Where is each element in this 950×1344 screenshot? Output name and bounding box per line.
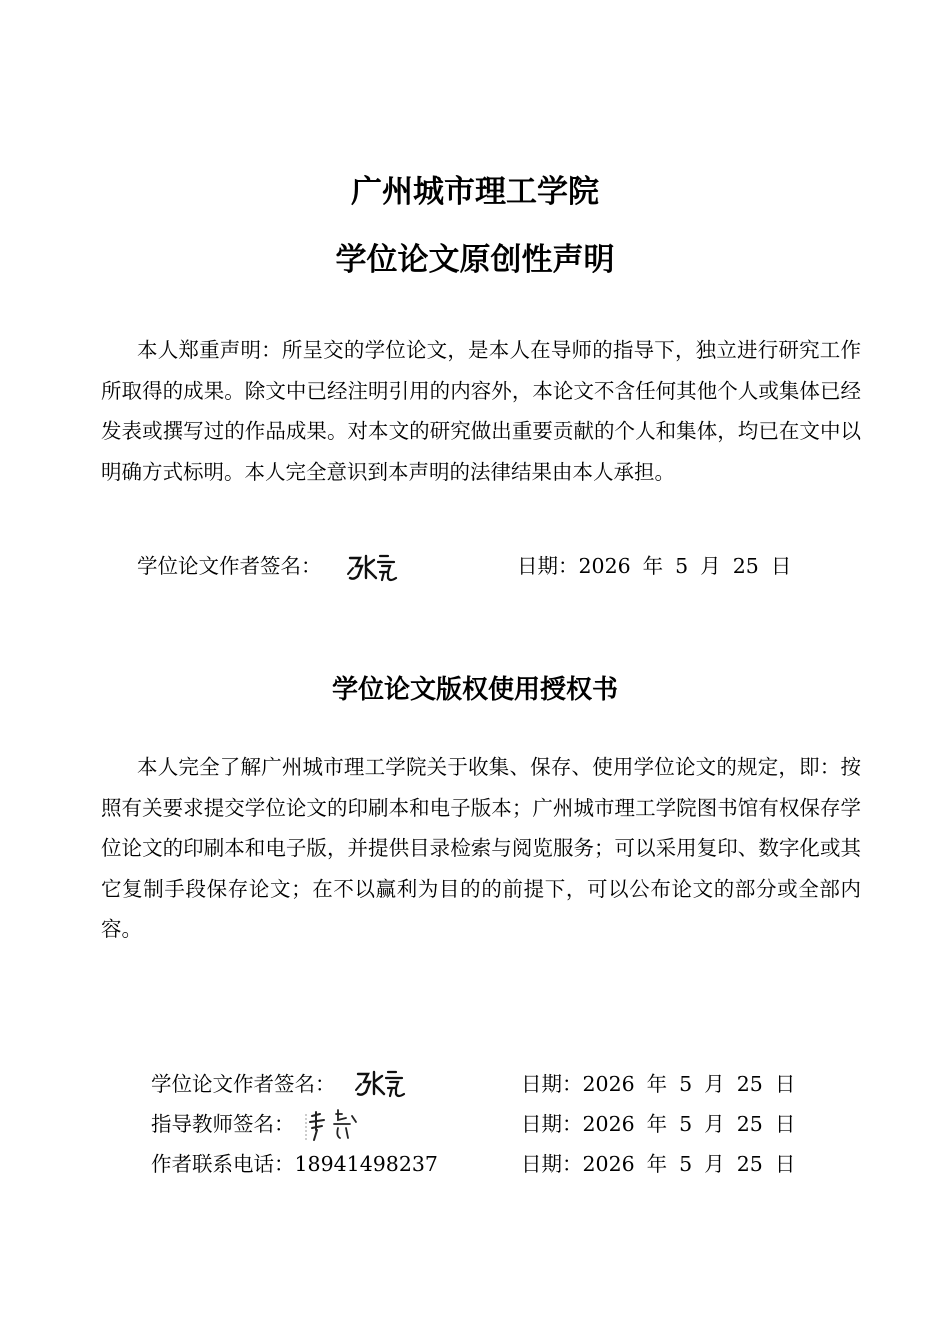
date-month-unit: 月: [704, 1112, 725, 1136]
date-month: 5: [679, 1152, 693, 1176]
date-label: 日期：: [521, 1072, 583, 1096]
date-year-unit: 年: [646, 1152, 668, 1176]
date-year: 2026: [582, 1072, 635, 1096]
advisor-signature-image: [300, 1106, 364, 1146]
phone-number: 18941498237: [294, 1152, 438, 1176]
date-month: 5: [675, 554, 689, 578]
date-year-unit: 年: [646, 1112, 668, 1136]
date-month-unit: 月: [704, 1072, 725, 1096]
author-signature-image: [344, 552, 400, 586]
date-year-unit: 年: [642, 554, 664, 578]
date-day-unit: 日: [770, 554, 792, 578]
advisor-label: 指导教师签名：: [151, 1112, 295, 1136]
date-month-unit: 月: [704, 1152, 725, 1176]
phone-label: 作者联系电话：: [151, 1152, 295, 1176]
date-year: 2026: [582, 1112, 635, 1136]
date-day: 25: [736, 1112, 763, 1136]
date-month: 5: [679, 1112, 693, 1136]
date-month: 5: [679, 1072, 693, 1096]
date-year-unit: 年: [646, 1072, 668, 1096]
school-name: 广州城市理工学院: [351, 174, 599, 210]
author-signature-image-2: [352, 1068, 408, 1102]
date-label: 日期：: [521, 1152, 583, 1176]
declaration-body: 本人郑重声明：所呈交的学位论文，是本人在导师的指导下，独立进行研究工作所取得的成果。除文中已经注明引用的内容外，本论文不含任何其他个人或集体已经发表或撰写过的作品成果。对本文的研究做出重要贡献的个人和集体，均已在文中以明确方式标明。本人完全意识到本声明的法律结果由本人承担。: [101, 338, 861, 484]
date-day-unit: 日: [774, 1072, 796, 1096]
date-label: 日期：: [517, 554, 579, 578]
advisor-date: [521, 1110, 795, 1138]
date-month-unit: 月: [700, 554, 721, 578]
authorization-author-date: [521, 1070, 795, 1098]
date-year: 2026: [578, 554, 631, 578]
date-day-unit: 日: [774, 1152, 796, 1176]
date-day-unit: 日: [774, 1112, 796, 1136]
authorization-title: 学位论文版权使用授权书: [331, 675, 618, 705]
date-day: 25: [732, 554, 759, 578]
phone-date: [521, 1150, 795, 1178]
authorization-author-label: 学位论文作者签名：: [151, 1072, 336, 1096]
phone-row: [151, 1150, 438, 1178]
date-day: 25: [736, 1152, 763, 1176]
declaration-title: 学位论文原创性声明: [335, 242, 615, 278]
declaration-date: [517, 552, 791, 580]
date-day: 25: [736, 1072, 763, 1096]
date-label: 日期：: [521, 1112, 583, 1136]
authorization-body: 本人完全了解广州城市理工学院关于收集、保存、使用学位论文的规定，即：按照有关要求提交学位论文的印刷本和电子版本；广州城市理工学院图书馆有权保存学位论文的印刷本和电子版，并提供目录检索与阅览服务；可以采用复印、数字化或其它复制手段保存论文；在不以赢利为目的的前提下，可以公布论文的部分或全部内容。: [101, 755, 861, 941]
date-year: 2026: [582, 1152, 635, 1176]
declaration-author-label: 学位论文作者签名：: [137, 554, 322, 578]
